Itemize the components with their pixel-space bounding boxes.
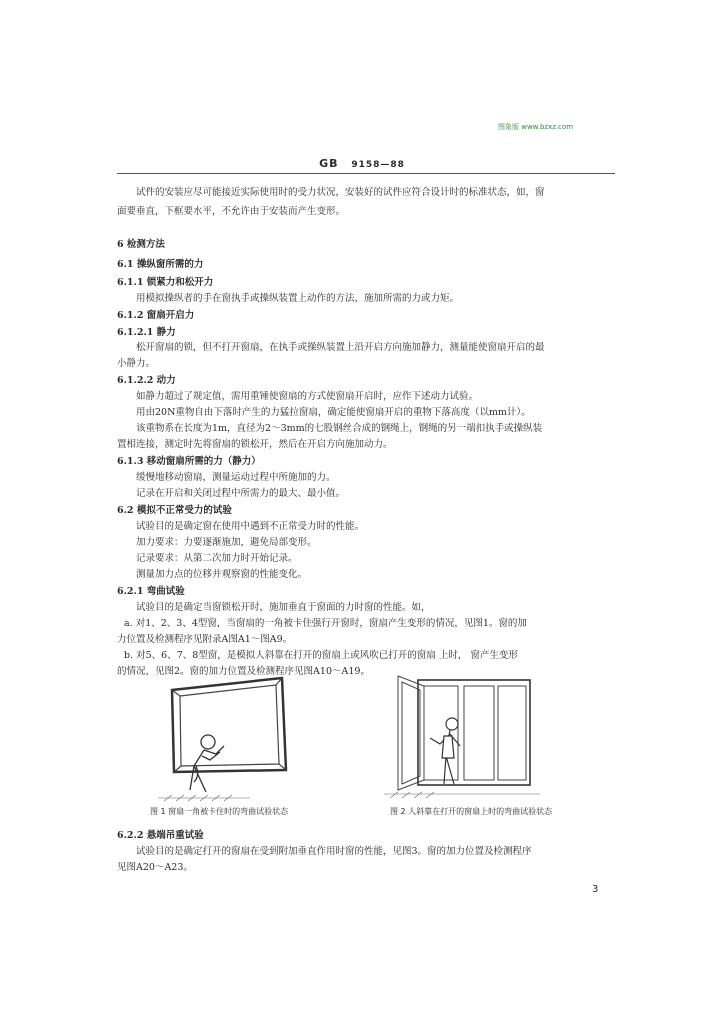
section-heading: 6.2.1 弯曲试验 bbox=[117, 586, 185, 597]
body-text-line: 如静力超过了规定值，需用重锤使窗扇的方式使窗扇开启时，应作下述动力试验。 bbox=[136, 391, 479, 402]
body-text-line: 测量加力点的位移并观察窗的性能变化。 bbox=[136, 569, 308, 580]
body-text-line: 面要垂直，下框要水平，不允许由于安装而产生变形。 bbox=[117, 206, 346, 217]
figure-2-caption: 图 2 人斜靠在打开的窗扇上时的弯曲试验状态 bbox=[390, 807, 553, 816]
body-text-line: 置相连接，测定时先将窗扇的锁松开，然后在开启方向施加动力。 bbox=[117, 439, 393, 450]
body-text-line: 记录要求：从第二次加力时开始记录。 bbox=[136, 553, 298, 564]
body-text-line: 见图A20～A23。 bbox=[117, 862, 193, 873]
section-heading: 6.1.2.1 静力 bbox=[117, 327, 176, 338]
body-text-line: 用由20N重物自由下落时产生的力猛拉窗扇，确定能使窗扇开启的重物下落高度（以mm计）。 bbox=[136, 407, 531, 418]
section-heading: 6.1.2 窗扇开启力 bbox=[117, 310, 195, 321]
section-heading: 6.1 操纵窗所需的力 bbox=[117, 259, 204, 270]
body-text-line: 松开窗扇的锁，但不打开窗扇，在执手或操纵装置上沿开启方向施加静力，测量能使窗扇开启的最 bbox=[136, 342, 545, 353]
page-header bbox=[0, 157, 724, 170]
header-divider bbox=[117, 173, 615, 174]
body-text-line: 的情况，见图2。窗的加力位置及检测程序见图A10～A19。 bbox=[117, 666, 370, 677]
figure-2-person-leaning-open-sash bbox=[380, 672, 550, 807]
body-text-line: 试验目的是确定窗在使用中遇到不正常受力时的性能。 bbox=[136, 521, 365, 532]
body-text-line: 试验目的是确定打开的窗扇在受到附加垂直作用时窗的性能，见图3。窗的加力位置及检测程序 bbox=[136, 846, 532, 857]
figure-1-window-corner-jammed bbox=[150, 670, 315, 805]
body-text-line: 记录在开启和关闭过程中所需力的最大、最小值。 bbox=[136, 488, 346, 499]
section-heading: 6.2.2 悬端吊重试验 bbox=[117, 830, 204, 841]
section-heading: 6.1.2.2 动力 bbox=[117, 375, 176, 386]
body-text-line: 缓慢地移动窗扇，测量运动过程中所施加的力。 bbox=[136, 472, 336, 483]
header-standard-number: 9158—88 bbox=[351, 160, 405, 170]
section-heading: 6 检测方法 bbox=[117, 239, 165, 250]
body-text-line: b. 对5、6、7、8型窗，是模拟人斜靠在打开的窗扇上或风吹已打开的窗扇 上时， 窗产生变形 bbox=[124, 650, 518, 661]
body-text-line: 该重物系在长度为1m，直径为2～3mm的七股钢丝合成的钢绳上，钢绳的另一端扣执手或操纵装 bbox=[136, 423, 543, 434]
body-text-line: 加力要求：力要逐渐施加，避免局部变形。 bbox=[136, 537, 317, 548]
header-prefix: GB bbox=[319, 157, 339, 170]
body-text-line: 力位置及检测程序见附录A图A1～图A9。 bbox=[117, 634, 293, 645]
section-heading: 6.2 模拟不正常受力的试验 bbox=[117, 505, 232, 516]
figure-1-caption: 图 1 窗扇一角被卡住时的弯曲试验状态 bbox=[150, 807, 289, 816]
section-heading: 6.1.1 锁紧力和松开力 bbox=[117, 277, 214, 288]
body-text-line: a. 对1、2、3、4型窗，当窗扇的一角被卡住强行开窗时，窗扇产生变形的情况，见图1。窗的加 bbox=[124, 618, 527, 629]
page-number: 3 bbox=[592, 884, 599, 895]
body-text-line: 试件的安装应尽可能接近实际使用时的受力状况，安装好的试件应符合设计时的标准状态，如，窗 bbox=[136, 187, 545, 198]
section-heading: 6.1.3 移动窗扇所需的力（静力） bbox=[117, 456, 261, 467]
body-text-line: 小静力。 bbox=[117, 358, 156, 369]
body-text-line: 试验目的是确定当窗锁松开时，施加垂直于窗面的力时窗的性能。如， bbox=[136, 602, 431, 613]
body-text-line: 用模拟操纵者的手在窗执手或操纵装置上动作的方法，施加所需的力或力矩。 bbox=[136, 293, 460, 304]
watermark: 图象版 www.bzxz.com bbox=[498, 123, 574, 131]
